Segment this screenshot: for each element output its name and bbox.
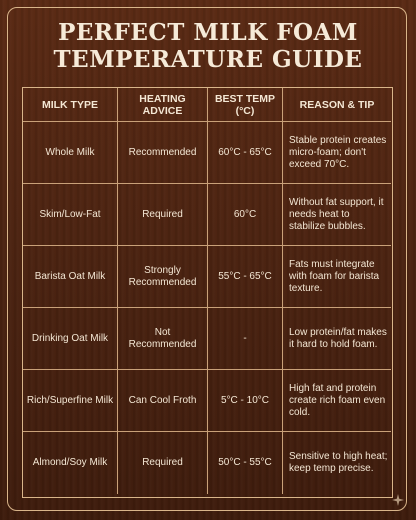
cell-heating-advice: Not Recommended: [118, 308, 208, 370]
cell-milk-type: Almond/Soy Milk: [23, 432, 118, 494]
cell-reason: Stable protein creates micro-foam; don't exceed 70°C.: [283, 122, 391, 184]
cell-heating-advice: Required: [118, 432, 208, 494]
header-milk-type: MILK TYPE: [23, 88, 118, 122]
title-line-1: PERFECT MILK FOAM: [58, 19, 358, 46]
cell-milk-type: Barista Oat Milk: [23, 246, 118, 308]
cell-milk-type: Drinking Oat Milk: [23, 308, 118, 370]
cell-reason: Sensitive to high heat; keep temp precise.: [289, 451, 388, 474]
cell-reason: Low protein/fat makes it hard to hold foam.: [283, 308, 391, 370]
cell-best-temp: 55°C - 65°C: [208, 246, 283, 308]
cell-milk-type: Whole Milk: [23, 122, 118, 184]
header-best-temp: BEST TEMP (°C): [208, 88, 283, 122]
cell-heating-advice: Required: [118, 184, 208, 246]
cell-best-temp: 5°C - 10°C: [208, 370, 283, 432]
cell-heating-advice: Can Cool Froth: [118, 370, 208, 432]
cell-milk-type: Rich/Superfine Milk: [23, 370, 118, 432]
cell-best-temp: 60°C: [208, 184, 283, 246]
sparkle-icon: [392, 494, 404, 506]
temperature-table: [22, 87, 393, 498]
cell-best-temp: -: [208, 308, 283, 370]
cell-milk-type: Skim/Low-Fat: [23, 184, 118, 246]
cell-best-temp: 60°C - 65°C: [208, 122, 283, 184]
header-reason-tip: REASON & TIP: [283, 88, 391, 122]
cell-heating-advice: Strongly Recommended: [118, 246, 208, 308]
cell-reason: Without fat support, it needs heat to stabilize bubbles.: [283, 184, 391, 246]
cell-reason: Fats must integrate with foam for barista texture.: [283, 246, 391, 308]
cell-heating-advice: Recommended: [118, 122, 208, 184]
cell-best-temp: 50°C - 55°C: [208, 432, 283, 494]
cell-reason: High fat and protein create rich foam even cold.: [283, 370, 391, 432]
title-line-2: TEMPERATURE GUIDE: [53, 46, 363, 73]
header-heating-advice: HEATING ADVICE: [118, 88, 208, 122]
